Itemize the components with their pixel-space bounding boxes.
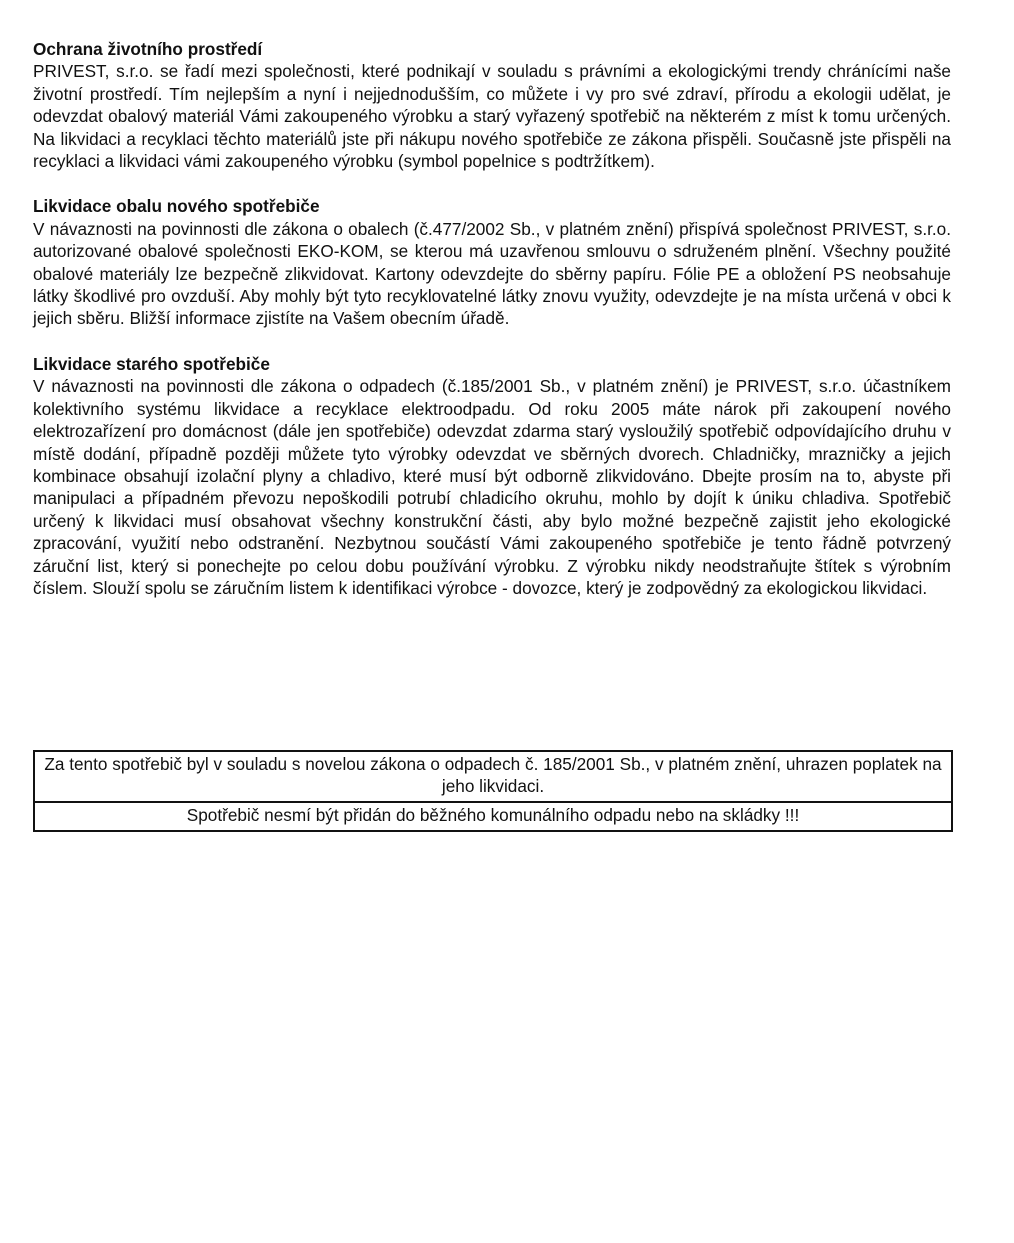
document-body — [33, 38, 951, 622]
disposal-warning: Spotřebič nesmí být přidán do běžného komunálního odpadu nebo na skládky !!! — [186, 804, 800, 825]
section-environment — [33, 38, 951, 172]
section-appliance-disposal — [33, 353, 951, 599]
section-paragraph: PRIVEST, s.r.o. se řadí mezi společnosti, které podnikají v souladu s právními a ekologickými trendy chránícími naše životní prostředí. Tím nejlepším a nyní i nejjednodušším, co můžete i vy pro své zdraví, přírodu a ekologii udělat, je odevzdat obalový materiál Vámi zakoupeného výrobku a starý vyřazený spotřebič na některém z míst k tomu určených. Na likvidaci a recyklaci těchto materiálů jste při nákupu nového spotřebiče ze zákona přispěli. Současně jste přispěli na recyklaci a likvidaci vámi zakoupeného výrobku (symbol popelnice s podtržítkem). — [33, 61, 951, 172]
section-heading: Likvidace obalu nového spotřebiče — [33, 196, 320, 217]
disposal-notice-box — [33, 750, 953, 832]
disposal-fee-notice: Za tento spotřebič byl v souladu s novelou zákona o odpadech č. 185/2001 Sb., v platném znění, uhrazen poplatek na jeho likvidaci. — [35, 752, 951, 803]
section-packaging-disposal — [33, 195, 951, 329]
section-paragraph: V návaznosti na povinnosti dle zákona o obalech (č.477/2002 Sb., v platném znění) přispívá společnost PRIVEST, s.r.o. autorizované obalové společnosti EKO-KOM, se kterou má uzavřenou smlouvu o sdruženém plnění. Všechny použité obalové materiály lze bezpečně zlikvidovat. Kartony odevzdejte do sběrny papíru. Fólie PE a obložení PS neobsahuje látky škodlivé pro ovzduší. Aby mohly být tyto recyklovatelné látky znovu využity, odevzdejte je na místa určená v obci k jejich sběru. Bližší informace zjistíte na Vašem obecním úřadě. — [33, 218, 951, 329]
section-paragraph: V návaznosti na povinnosti dle zákona o odpadech (č.185/2001 Sb., v platném znění) je PRIVEST, s.r.o. účastníkem kolektivního systému likvidace a recyklace elektroodpadu. Od roku 2005 máte nárok při zakoupení nového elektrozařízení pro domácnost (dále jen spotřebiče) odevzdat zdarma starý vysloužilý spotřebič odpovídajícího druhu v místě dodání, případně později můžete tyto výrobky odevzdat ve sběrných dvorech. Chladničky, mrazničky a jejich kombinace obsahují izolační plyny a chladivo, které musí být odborně zlikvidováno. Dbejte prosím na to, abyste při manipulaci a případném převozu nepoškodili potrubí chladicího okruhu, mohlo by dojít k úniku chladiva. Spotřebič určený k likvidaci musí obsahovat všechny konstrukční části, aby bylo možné bezpečně zajistit jeho ekologické zpracování, využití nebo odstranění. Nezbytnou součástí Vámi zakoupeného spotřebiče je tento řádně potvrzený záruční list, který si ponechejte po celou dobu používání výrobku. Z výrobku nikdy neodstraňujte štítek s výrobním číslem. Slouží spolu se záručním listem k identifikaci výrobce - dovozce, který je zodpovědný za ekologickou likvidaci. — [33, 376, 951, 598]
section-heading: Likvidace starého spotřebiče — [33, 353, 270, 374]
section-heading: Ochrana životního prostředí — [33, 39, 263, 59]
